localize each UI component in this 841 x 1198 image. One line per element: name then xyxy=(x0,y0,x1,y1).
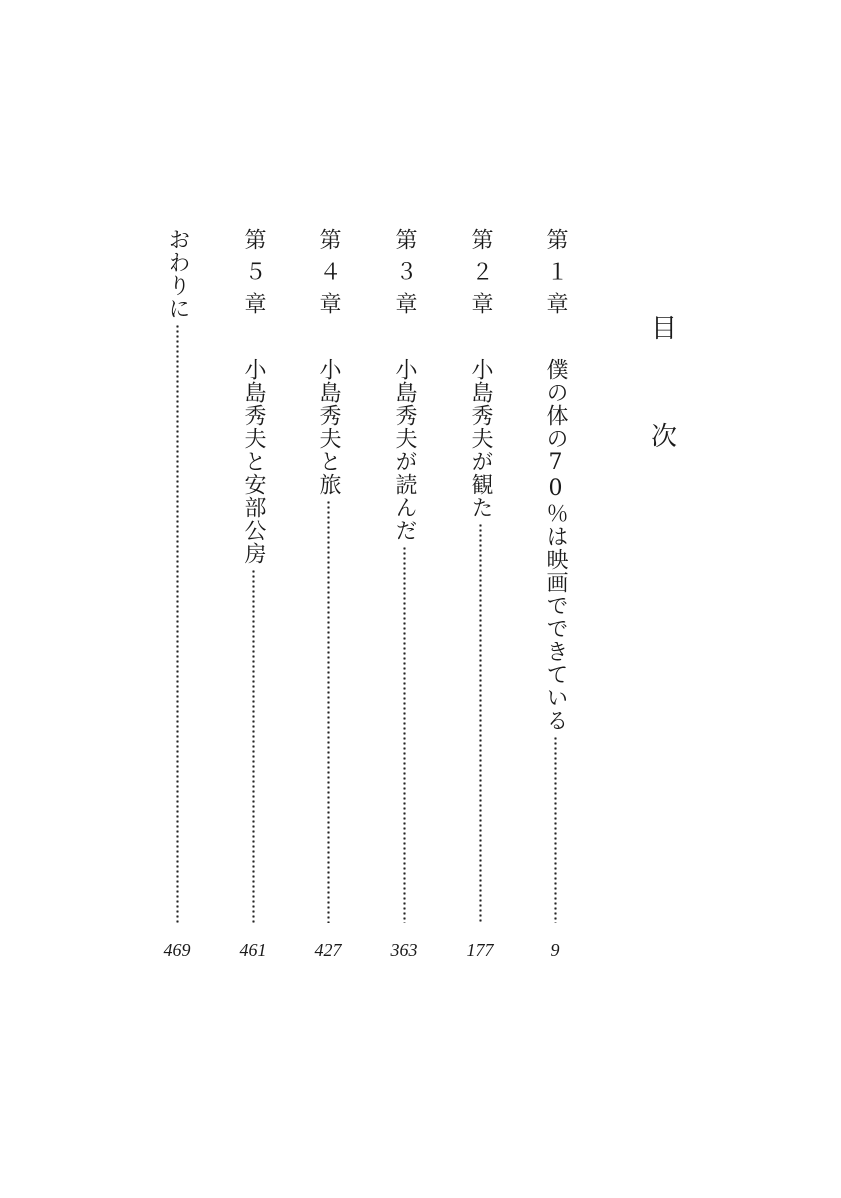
toc-title-char: 次 xyxy=(650,422,677,452)
chapter-title: 僕の体の70％は映画でできている xyxy=(543,358,568,732)
dot-leader xyxy=(327,500,330,923)
page-number: 427 xyxy=(314,940,342,960)
afterword-title: おわりに xyxy=(165,228,190,320)
entry-body xyxy=(235,358,271,923)
toc-entry-chapter-2[interactable] xyxy=(462,228,498,963)
dot-leader xyxy=(176,324,179,923)
page-number: 9 xyxy=(550,940,560,960)
chapter-number: 第２章 xyxy=(468,228,493,324)
entry-body xyxy=(537,358,573,923)
dot-leader xyxy=(403,546,406,923)
toc-entry-chapter-4[interactable] xyxy=(310,228,346,963)
chapter-number: 第１章 xyxy=(543,228,568,324)
toc-entry-chapter-5[interactable] xyxy=(235,228,271,963)
toc-title-char: 目 xyxy=(650,314,677,344)
toc-entry-afterword[interactable] xyxy=(159,228,195,963)
entry-body xyxy=(310,358,346,923)
chapter-number: 第４章 xyxy=(316,228,341,324)
dot-leader xyxy=(479,523,482,923)
chapter-title: 小島秀夫と旅 xyxy=(316,358,341,496)
dot-leader xyxy=(252,569,255,923)
entry-body xyxy=(386,358,422,923)
dot-leader xyxy=(554,736,557,923)
page-number: 177 xyxy=(466,940,494,960)
page-number: 461 xyxy=(239,940,267,960)
chapter-title: 小島秀夫が読んだ xyxy=(392,358,417,542)
toc-entry-chapter-1[interactable] xyxy=(537,228,573,963)
chapter-title: 小島秀夫と安部公房 xyxy=(241,358,266,565)
chapter-number: 第５章 xyxy=(241,228,266,324)
page-number: 469 xyxy=(163,940,191,960)
page-number: 363 xyxy=(390,940,418,960)
entry-body xyxy=(462,358,498,923)
chapter-title: 小島秀夫が観た xyxy=(468,358,493,519)
entry-body xyxy=(159,228,195,923)
chapter-number: 第３章 xyxy=(392,228,417,324)
toc-entry-chapter-3[interactable] xyxy=(386,228,422,963)
toc-title xyxy=(646,316,682,450)
